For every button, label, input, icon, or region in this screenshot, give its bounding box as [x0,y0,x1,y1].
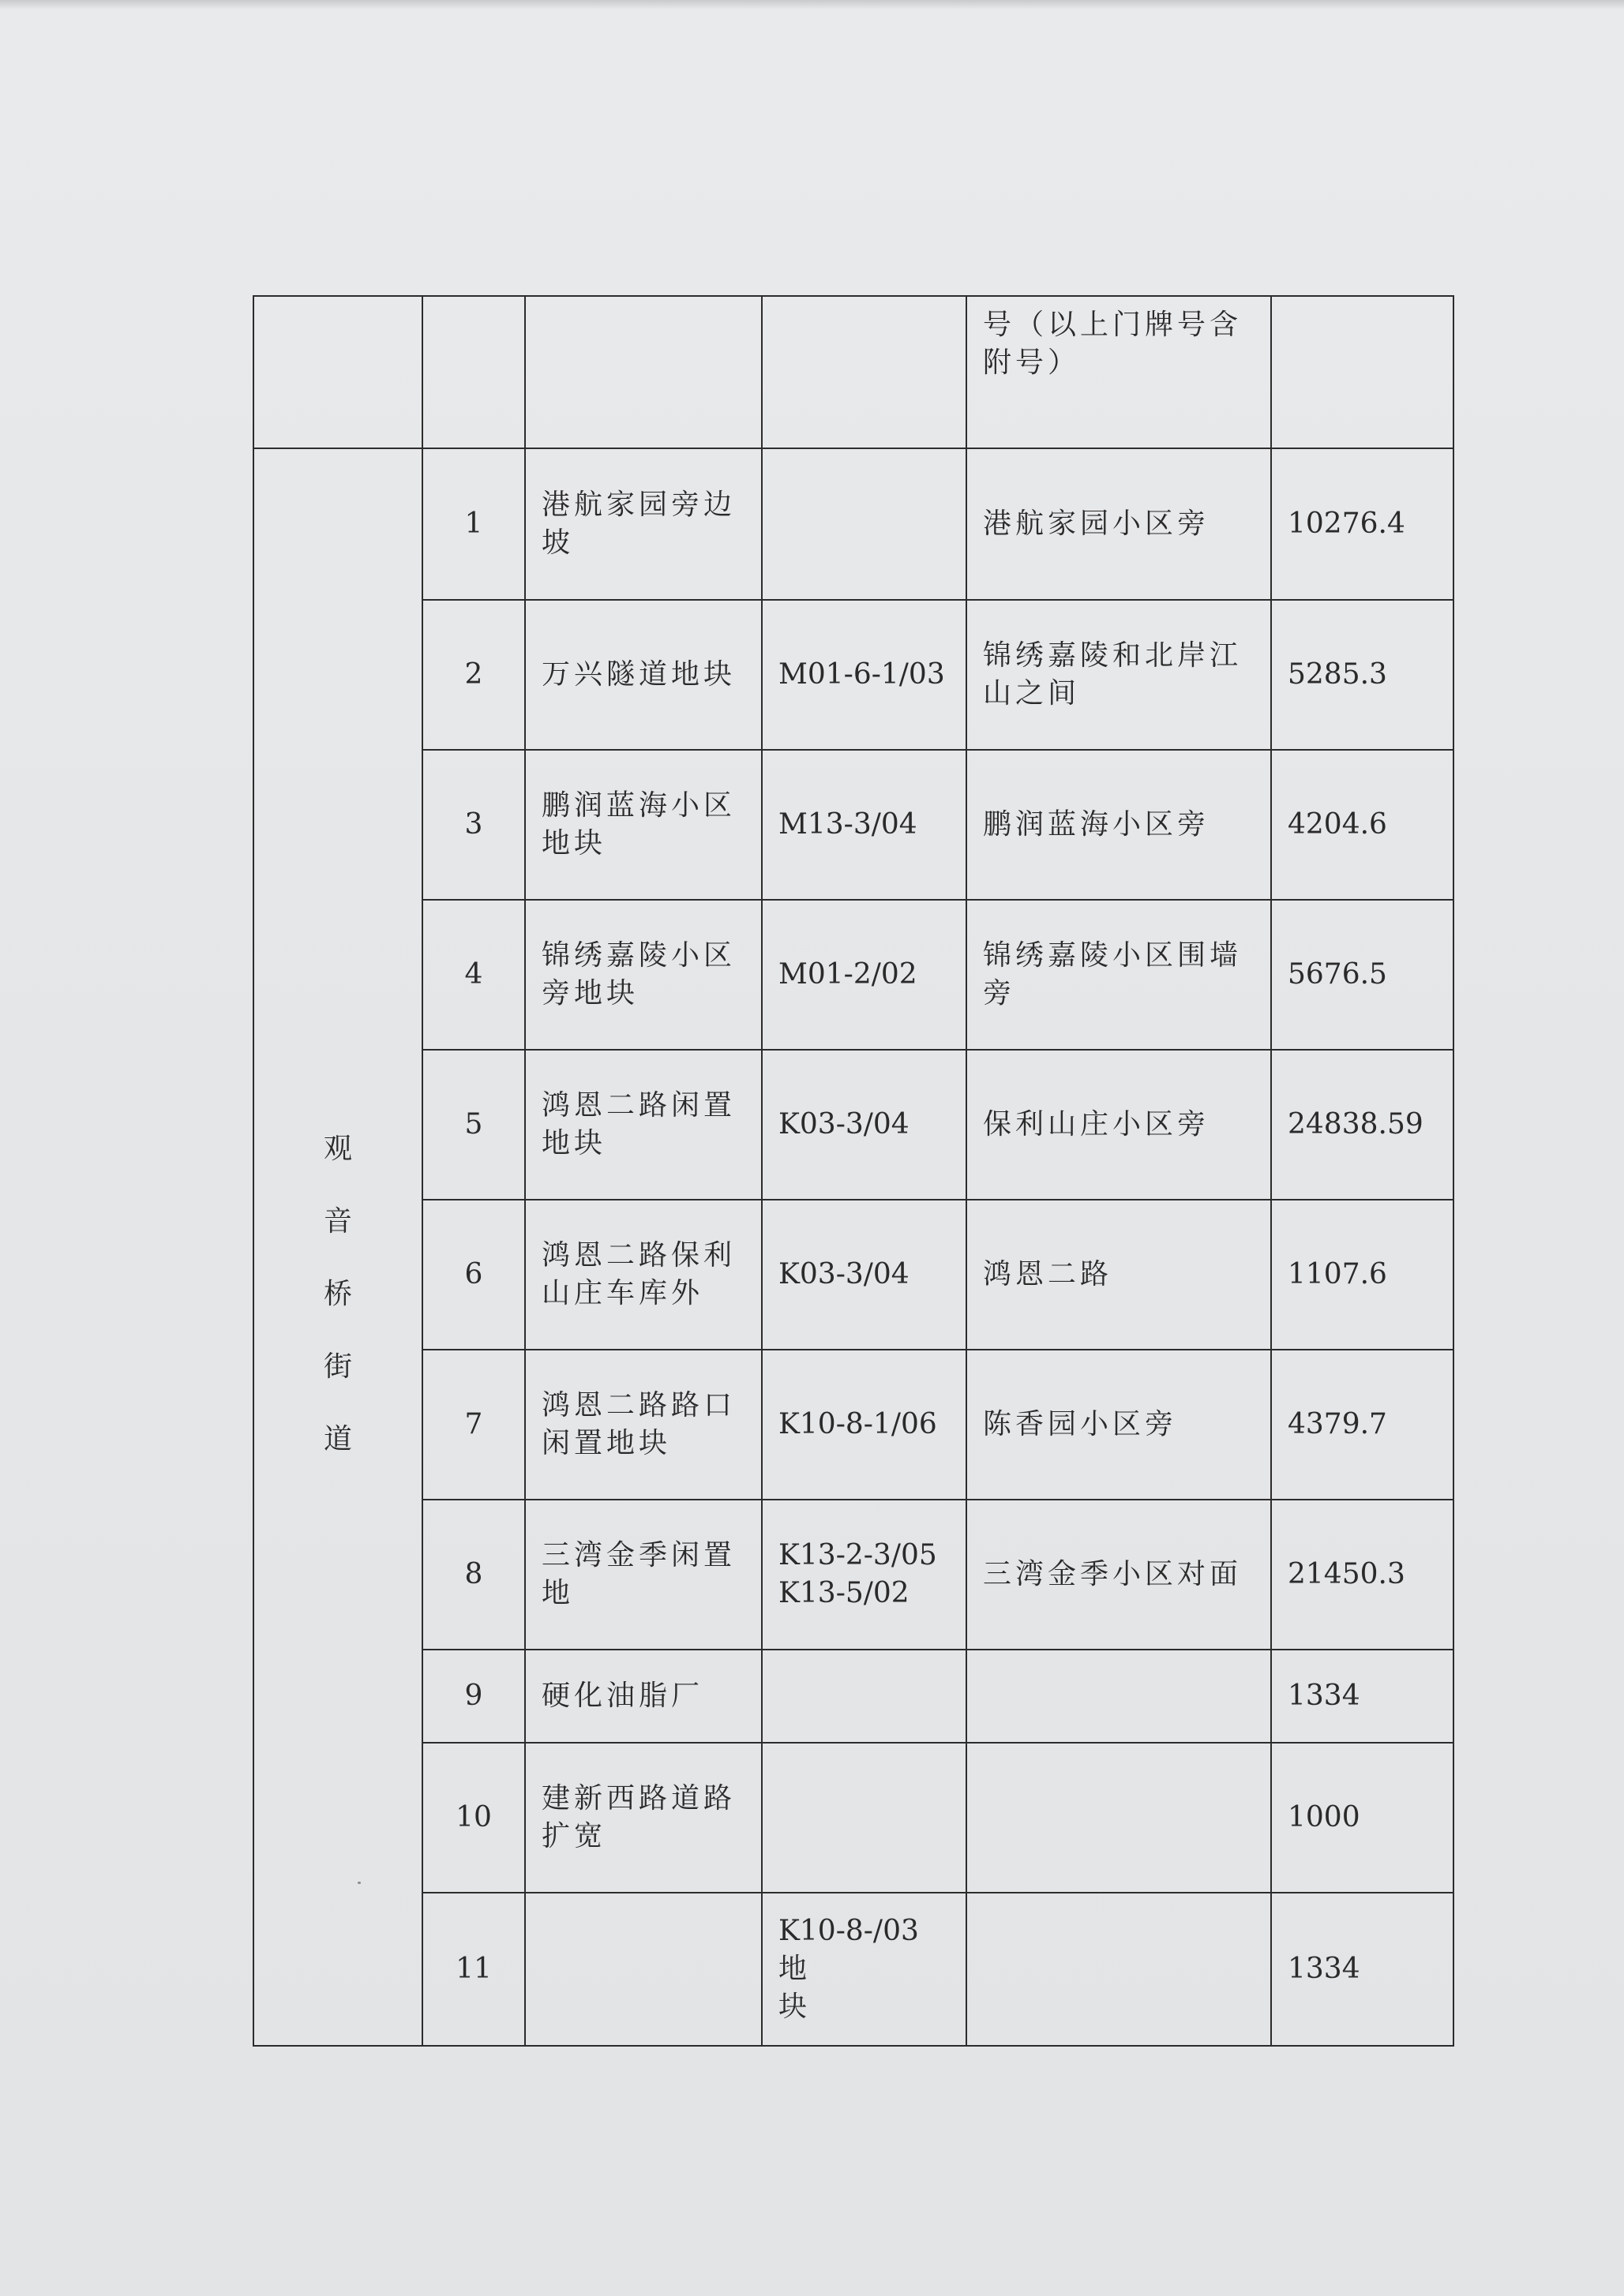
parcel-code: K03-3/04 [762,1200,966,1350]
parcel-location: 锦绣嘉陵和北岸江 山之间 [966,600,1271,750]
parcel-name: 鹏润蓝海小区 地块 [525,750,762,900]
parcel-name: 三湾金季闲置 地 [525,1500,762,1650]
parcel-location [966,1650,1271,1743]
street-cell [253,448,422,2046]
table-row [253,1893,1453,2046]
parcel-area: 5676.5 [1271,900,1453,1050]
parcel-code: M13-3/04 [762,750,966,900]
parcel-code [762,1650,966,1743]
table-row [253,600,1453,750]
table-row [253,1743,1453,1893]
parcel-code [762,1743,966,1893]
parcel-location [966,1743,1271,1893]
page-edge-shadow [0,0,1624,9]
parcel-location: 鹏润蓝海小区旁 [966,750,1271,900]
row-number: 4 [422,900,525,1050]
parcel-name: 锦绣嘉陵小区 旁地块 [525,900,762,1050]
table-row [253,1200,1453,1350]
parcel-name: 港航家园旁边 坡 [525,448,762,600]
parcel-location: 锦绣嘉陵小区围墙 旁 [966,900,1271,1050]
header-cell-area [1271,296,1453,448]
parcel-code: M01-6-1/03 [762,600,966,750]
parcel-area: 1334 [1271,1650,1453,1743]
parcel-name: 鸿恩二路闲置 地块 [525,1050,762,1200]
parcel-location [966,1893,1271,2046]
header-continuation-row [253,296,1453,448]
parcel-location: 鸿恩二路 [966,1200,1271,1350]
row-number: 9 [422,1650,525,1743]
table-row [253,1350,1453,1500]
table-row [253,1050,1453,1200]
parcel-code: K13-2-3/05 K13-5/02 [762,1500,966,1650]
parcel-name: 万兴隧道地块 [525,600,762,750]
row-number: 10 [422,1743,525,1893]
table-row [253,1650,1453,1743]
parcel-area: 1107.6 [1271,1200,1453,1350]
paper-speck [358,1882,361,1884]
row-number: 8 [422,1500,525,1650]
header-cell-no [422,296,525,448]
parcel-location: 港航家园小区旁 [966,448,1271,600]
parcel-name [525,1893,762,2046]
parcel-area: 4204.6 [1271,750,1453,900]
row-number: 1 [422,448,525,600]
table-row [253,1500,1453,1650]
row-number: 11 [422,1893,525,2046]
table-row [253,750,1453,900]
parcel-area: 10276.4 [1271,448,1453,600]
parcel-code: K10-8-1/06 [762,1350,966,1500]
parcel-code: K03-3/04 [762,1050,966,1200]
header-cell-code [762,296,966,448]
parcel-name: 硬化油脂厂 [525,1650,762,1743]
parcel-location: 三湾金季小区对面 [966,1500,1271,1650]
parcel-area: 21450.3 [1271,1500,1453,1650]
row-number: 6 [422,1200,525,1350]
table-row [253,900,1453,1050]
parcel-name: 鸿恩二路路口 闲置地块 [525,1350,762,1500]
parcel-name: 鸿恩二路保利 山庄车库外 [525,1200,762,1350]
parcel-location: 保利山庄小区旁 [966,1050,1271,1200]
parcel-area: 1334 [1271,1893,1453,2046]
parcel-name: 建新西路道路 扩宽 [525,1743,762,1893]
row-number: 5 [422,1050,525,1200]
street-name: 观音桥街道 [323,1133,352,1455]
header-cell-name [525,296,762,448]
parcel-code: M01-2/02 [762,900,966,1050]
parcel-area: 1000 [1271,1743,1453,1893]
header-cell-street [253,296,422,448]
parcel-location: 陈香园小区旁 [966,1350,1271,1500]
row-number: 7 [422,1350,525,1500]
row-number: 3 [422,750,525,900]
header-cell-address: 号（以上门牌号含 附号） [966,296,1271,448]
row-number: 2 [422,600,525,750]
parcel-area: 4379.7 [1271,1350,1453,1500]
land-parcel-table [253,295,1454,2047]
parcel-code: K10-8-/03 地 块 [762,1893,966,2046]
table-row [253,448,1453,600]
parcel-area: 5285.3 [1271,600,1453,750]
parcel-area: 24838.59 [1271,1050,1453,1200]
parcel-code [762,448,966,600]
